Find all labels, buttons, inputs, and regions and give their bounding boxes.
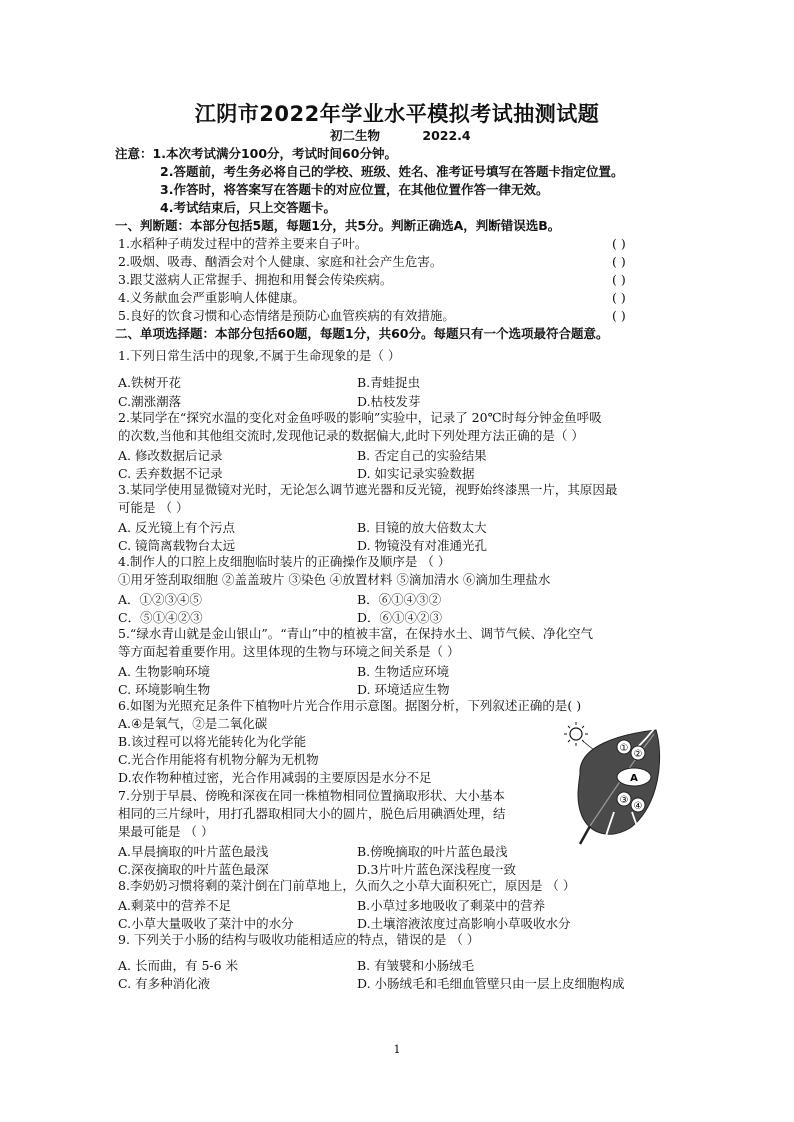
label-2: ② — [633, 749, 643, 760]
label-4: ④ — [633, 801, 643, 812]
q2-stem-1: 2.某同学在“探究水温的变化对金鱼呼吸的影响”实验中，记录了 20℃时每分钟金鱼呼吸 — [118, 410, 602, 425]
q8-option-c: C.小草大量吸收了菜汁中的水分 — [118, 916, 294, 931]
q8-stem: 8.李奶奶习惯将剩的菜汁倒在门前草地上，久而久之小草大面积死亡，原因是 （ ） — [118, 878, 576, 893]
q4-option-d: D．⑥①④②③ — [357, 610, 443, 625]
q6-option-d: D.农作物种植过密，光合作用减弱的主要原因是水分不足 — [118, 770, 432, 785]
subtitle — [330, 126, 509, 144]
q5-option-c: C. 环境影响生物 — [118, 682, 211, 697]
q1-option-c: C.潮涨潮落 — [118, 394, 182, 409]
q5-stem-2: 等方面起着重要作用。这里体现的生物与环境之间关系是（ ） — [118, 644, 460, 659]
note-item: 1.本次考试满分100分，考试时间60分钟。 — [152, 146, 397, 161]
answer-paren: ( ) — [612, 236, 626, 251]
label-3: ③ — [619, 795, 629, 806]
q2-option-c: C. 丢弃数据不记录 — [118, 466, 223, 481]
date-label: 2022.4 — [422, 128, 471, 143]
q4-stem: 4.制作人的口腔上皮细胞临时装片的正确操作及顺序是 （ ） — [118, 554, 451, 569]
subject-label: 初二生物 — [330, 128, 381, 143]
q9-option-a: A. 长而曲，有 5-6 米 — [118, 958, 239, 973]
q5-option-d: D. 环境适应生物 — [357, 682, 450, 697]
q7-stem-2: 相同的三片绿叶，用打孔器取相同大小的圆片，脱色后用碘酒处理，结 — [118, 806, 506, 821]
judge-item: 4.义务献血会严重影响人体健康。 — [118, 290, 305, 305]
q3-stem-2: 可能是 （ ） — [118, 500, 189, 515]
notes-line-1 — [115, 146, 397, 162]
note-item: 4.考试结束后，只上交答题卡。 — [160, 200, 336, 215]
q1-stem: 1.下列日常生活中的现象,不属于生命现象的是（ ） — [118, 348, 401, 363]
label-1: ① — [619, 743, 629, 754]
q9-option-b: B. 有皱襞和小肠绒毛 — [357, 958, 475, 973]
q7-stem-1: 7.分别于早晨、傍晚和深夜在同一株植物相同位置摘取形状、大小基本 — [118, 788, 505, 803]
leaf-stem — [580, 826, 590, 844]
q5-stem-1: 5.“绿水青山就是金山银山”。“青山”中的植被丰富，在保持水土、调节气候、净化空气 — [118, 626, 593, 641]
page-number: 1 — [393, 1043, 401, 1056]
q4-option-b: B．⑥①④③② — [357, 592, 442, 607]
q6-stem: 6.如图为光照充足条件下植物叶片光合作用示意图。据图分析，下列叙述正确的是( ) — [118, 698, 582, 713]
q6-option-a: A.④是氧气，②是二氧化碳 — [118, 716, 268, 731]
q7-option-a: A.早晨摘取的叶片蓝色最浅 — [118, 844, 269, 859]
q6-option-c: C.光合作用能将有机物分解为无机物 — [118, 752, 319, 767]
page-title: 江阴市2022年学业水平模拟考试抽测试题 — [194, 102, 600, 126]
note-item: 2.答题前，考生务必将自己的学校、班级、姓名、准考证号填写在答题卡指定位置。 — [160, 164, 624, 179]
judge-item: 5.良好的饮食习惯和心态情绪是预防心血管疾病的有效措施。 — [118, 308, 455, 323]
judge-item: 2.吸烟、吸毒、酗酒会对个人健康、家庭和社会产生危害。 — [118, 254, 443, 269]
q3-option-d: D. 物镜没有对准通光孔 — [357, 538, 488, 553]
q7-option-d: D.3片叶片蓝色深浅程度一致 — [357, 862, 517, 877]
q3-option-a: A. 反光镜上有个污点 — [118, 520, 235, 535]
q2-option-d: D. 如实记录实验数据 — [357, 466, 475, 481]
q1-option-a: A.铁树开花 — [118, 375, 182, 390]
answer-paren: ( ) — [612, 254, 626, 269]
q7-option-c: C.深夜摘取的叶片蓝色最深 — [118, 862, 269, 877]
q3-option-c: C. 镜筒离载物台太远 — [118, 538, 236, 553]
section1-heading: 一、判断题：本部分包括5题，每题1分，共5分。判断正确选A，判断错误选B。 — [115, 218, 561, 233]
judge-item: 1.水稻种子萌发过程中的营养主要来自子叶。 — [118, 236, 368, 251]
judge-item: 3.跟艾滋病人正常握手、拥抱和用餐会传染疾病。 — [118, 272, 393, 287]
q5-option-b: B. 生物适应环境 — [357, 664, 450, 679]
q2-stem-2: 的次数,当他和其他组交流时,发现他记录的数据偏大,此时下列处理方法正确的是（ ） — [118, 428, 584, 443]
q4-option-a: A．①②③④⑤ — [118, 592, 203, 607]
q3-stem-1: 3.某同学使用显微镜对光时，无论怎么调节遮光器和反光镜，视野始终漆黑一片，其原因最 — [118, 482, 618, 497]
answer-paren: ( ) — [612, 308, 626, 323]
q8-option-d: D.土壤溶液浓度过高影响小草吸收水分 — [357, 916, 571, 931]
answer-paren: ( ) — [612, 290, 626, 305]
q5-option-a: A. 生物影响环境 — [118, 664, 210, 679]
q9-option-c: C. 有多种消化液 — [118, 976, 211, 991]
answer-paren: ( ) — [612, 272, 626, 287]
notes-label: 注意： — [115, 146, 153, 161]
q7-option-b: B.傍晚摘取的叶片蓝色最浅 — [357, 844, 508, 859]
q9-stem: 9. 下列关于小肠的结构与吸收功能相适应的特点，错误的是 （ ） — [118, 932, 480, 947]
q3-option-b: B. 目镜的放大倍数太大 — [357, 520, 487, 535]
q4-steps: ①用牙签刮取细胞 ②盖盖玻片 ③染色 ④放置材料 ⑤滴加清水 ⑥滴加生理盐水 — [118, 572, 551, 587]
q4-option-c: C．⑤①④②③ — [118, 610, 203, 625]
note-item: 3.作答时，将答案写在答题卡的对应位置，在其他位置作答一律无效。 — [160, 182, 549, 197]
q7-stem-3: 果最可能是 （ ） — [118, 824, 214, 839]
section2-heading: 二、单项选择题：本部分包括60题，每题1分，共60分。每题只有一个选项最符合题意。 — [115, 326, 609, 341]
leaf-photosynthesis-figure — [560, 716, 672, 848]
q6-option-b: B.该过程可以将光能转化为化学能 — [118, 734, 307, 749]
q2-option-a: A. 修改数据后记录 — [118, 448, 223, 463]
q9-option-d: D. 小肠绒毛和毛细血管壁只由一层上皮细胞构成 — [357, 976, 625, 991]
q1-option-d: D.枯枝发芽 — [357, 394, 421, 409]
label-a: A — [630, 773, 638, 784]
q1-option-b: B.青蛙捉虫 — [357, 375, 421, 390]
q8-option-b: B.小草过多地吸收了剩菜中的营养 — [357, 898, 546, 913]
q2-option-b: B. 否定自己的实验结果 — [357, 448, 487, 463]
q8-option-a: A.剩菜中的营养不足 — [118, 898, 232, 913]
